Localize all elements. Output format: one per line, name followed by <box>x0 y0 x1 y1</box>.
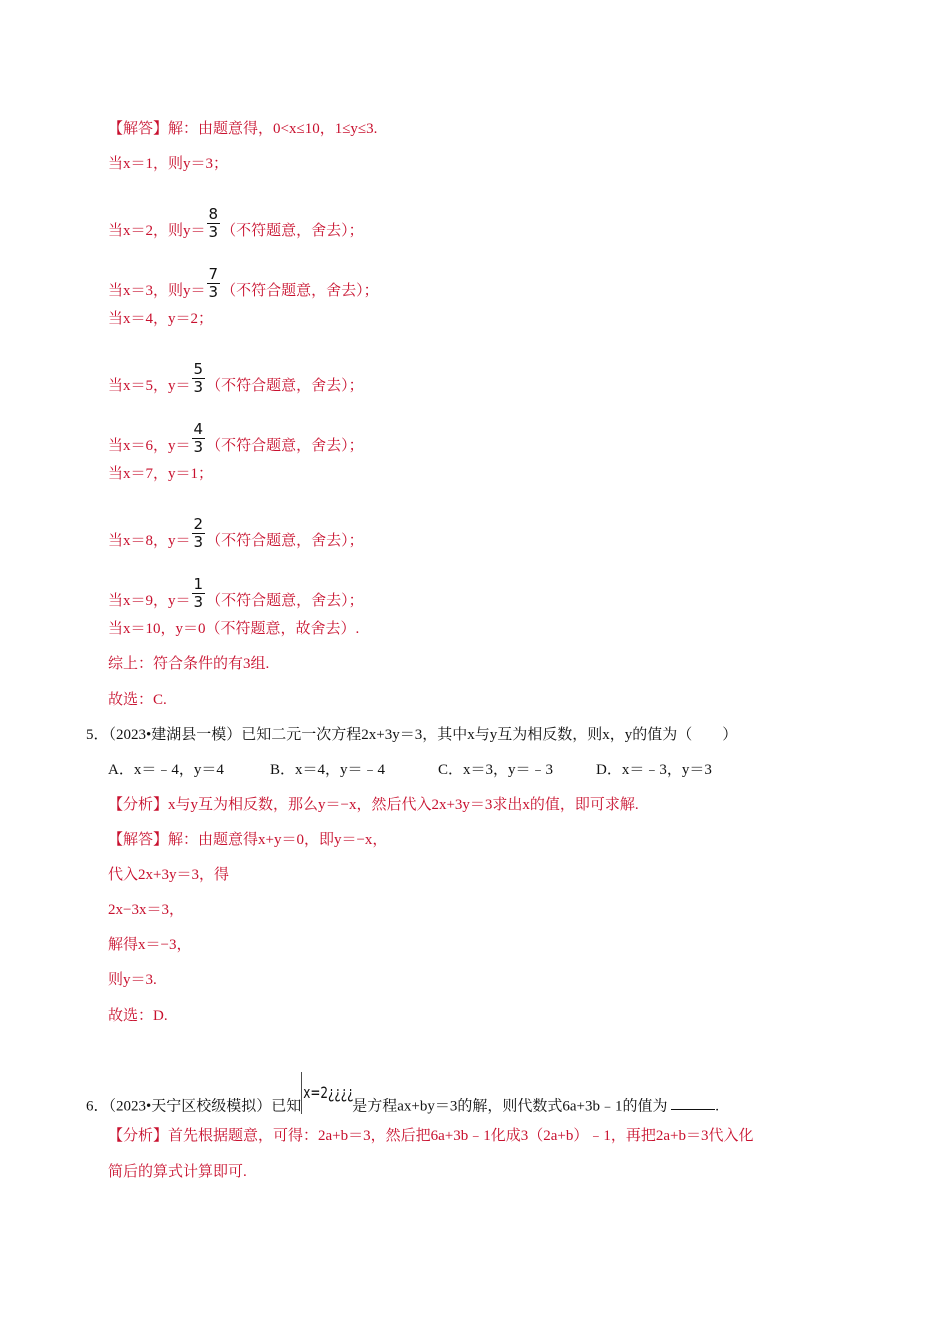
solution-line: 故选：C. <box>108 692 167 708</box>
solution-line: 当x＝5，y＝ $\frac{5}{3}$ （不符合题意，舍去）； <box>108 360 364 396</box>
answer-blank[interactable] <box>671 1095 715 1110</box>
solution-line: 代入2x+3y＝3，得 <box>108 867 229 883</box>
answer-options <box>108 760 712 780</box>
solution-line: 2x−3x＝3， <box>108 902 184 918</box>
fraction: $\frac{4}{3}$ <box>193 420 204 456</box>
option-a: A．x＝﹣4，y＝4 <box>108 762 224 778</box>
solution-line: 故选：D. <box>108 1008 168 1024</box>
question-stem: 6．（2023•天宁区校级模拟）已知x=2¿¿¿¿是方程ax+by＝3的解，则代数式6a+3b﹣1的值为 . <box>86 1086 719 1128</box>
solution-line: 解得x＝−3， <box>108 937 192 953</box>
solution-line: 【解答】解：由题意得x+y＝0，即y＝−x， <box>108 832 388 848</box>
solution-line: 当x＝6，y＝ $\frac{4}{3}$ （不符合题意，舍去）； <box>108 420 364 456</box>
solution-line: 当x＝2，则y＝ $\frac{8}{3}$ （不符题意，舍去）； <box>108 205 364 241</box>
solution-line: 当x＝7，y＝1； <box>108 466 214 482</box>
analysis-continued: 简后的算式计算即可. <box>108 1164 247 1180</box>
solution-line: 当x＝9，y＝ $\frac{1}{3}$ （不符合题意，舍去）； <box>108 575 364 611</box>
solution-line: 当x＝10，y＝0（不符题意，故舍去）. <box>108 621 360 637</box>
solution-line: 当x＝1，则y＝3； <box>108 156 229 172</box>
fraction: $\frac{8}{3}$ <box>208 205 219 241</box>
solution-line: 综上：符合条件的有3组. <box>108 656 270 672</box>
solution-line: 则y＝3. <box>108 972 157 988</box>
option-b: B．x＝4，y＝﹣4 <box>270 762 386 778</box>
solution-line: 当x＝3，则y＝ $\frac{7}{3}$ （不符合题意，舍去）； <box>108 265 379 301</box>
analysis: 【分析】x与y互为相反数，那么y＝−x，然后代入2x+3y＝3求出x的值，即可求解. <box>108 797 639 813</box>
option-d: D．x＝﹣3，y＝3 <box>596 762 712 778</box>
solution-line: 【解答】解：由题意得，0<x≤10，1≤y≤3. <box>108 121 378 137</box>
equation-system: x=2¿¿¿¿ <box>301 1072 339 1114</box>
solution-line: 当x＝8，y＝ $\frac{2}{3}$ （不符合题意，舍去）； <box>108 515 364 551</box>
solution-line: 当x＝4，y＝2； <box>108 311 214 327</box>
fraction: $\frac{1}{3}$ <box>193 575 204 611</box>
fraction: $\frac{2}{3}$ <box>193 515 204 551</box>
fraction: $\frac{7}{3}$ <box>208 265 219 301</box>
analysis: 【分析】首先根据题意，可得：2a+b＝3，然后把6a+3b﹣1化成3（2a+b）﹣1，再把2a+b＝3代入化 <box>108 1128 754 1144</box>
option-c: C．x＝3，y＝﹣3 <box>438 762 554 778</box>
fraction: $\frac{5}{3}$ <box>193 360 204 396</box>
question-stem: 5．（2023•建湖县一模）已知二元一次方程2x+3y＝3，其中x与y互为相反数，则x，y的值为（ ） <box>86 727 738 743</box>
